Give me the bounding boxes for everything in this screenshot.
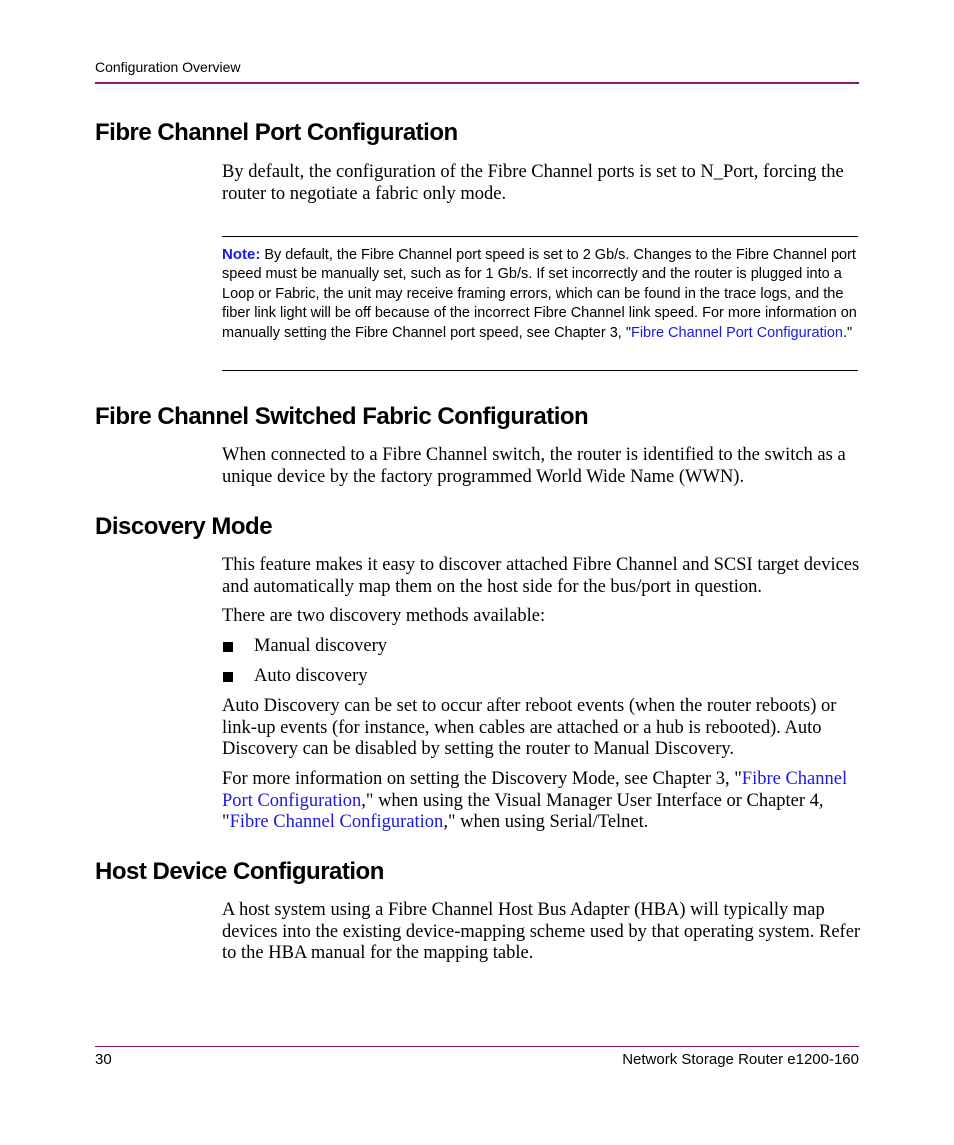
note-body: By default, the Fibre Channel port speed is set to 2 Gb/s. Changes to the Fibre Channel port speed must be manually set, such as for 1 Gb/s. If set incorrectly and the router is plugged into a Loop or Fabric, the unit may receive framing errors, which can be found in the trace logs, and the fiber link light will be off because of the incorrect Fibre Channel link speed. For more information on manually setting the Fibre Channel port speed, see Chapter 3, " <box>222 247 857 341</box>
host-paragraph: A host system using a Fibre Channel Host Bus Adapter (HBA) will typically map devices into the existing device-mapping scheme used by that operating system. Refer to the HBA manual for the mapping table. <box>222 900 861 963</box>
discovery-paragraph-2: There are two discovery methods available: <box>222 606 546 626</box>
footer-rule <box>95 1046 859 1047</box>
heading-host-device: Host Device Configuration <box>95 858 384 885</box>
heading-fc-fabric: Fibre Channel Switched Fabric Configuration <box>95 403 589 430</box>
note-link-fc-port-config[interactable]: Fibre Channel Port Configuration <box>630 324 843 341</box>
note-box <box>222 236 858 371</box>
link-fc-config[interactable]: Fibre Channel Configuration <box>229 812 444 832</box>
heading-discovery: Discovery Mode <box>95 513 273 540</box>
header-rule <box>95 82 859 84</box>
link-fc-port-config[interactable]: Fibre Channel Port Configuration <box>222 769 848 811</box>
note-label: Note: <box>222 246 261 263</box>
note-text <box>222 245 858 343</box>
running-header: Configuration Overview <box>95 59 241 75</box>
note-after: ." <box>842 324 853 341</box>
discovery-paragraph-3: Auto Discovery can be set to occur after reboot events (when the router reboots) or link-up events (for instance, when cables are attached or a hub is rebooted). Auto Discovery can be disabled by setting the router to Manual Discovery. <box>222 696 837 759</box>
page-number: 30 <box>95 1051 112 1068</box>
footer-product: Network Storage Router e1200-160 <box>622 1051 859 1068</box>
heading-fc-port: Fibre Channel Port Configuration <box>95 119 458 146</box>
fc-port-paragraph: By default, the configuration of the Fibre Channel ports is set to N_Port, forcing the router to negotiate a fabric only mode. <box>222 162 844 204</box>
bullet-square-icon <box>223 672 233 682</box>
bullet-square-icon <box>223 642 233 652</box>
discovery-paragraph-1: This feature makes it easy to discover attached Fibre Channel and SCSI target devices and automatically map them on the host side for the bus/port in question. <box>222 555 860 597</box>
discovery-more-info: For more information on setting the Discovery Mode, see Chapter 3, "Fibre Channel Port Configuration," when using the Visual Manager User Interface or Chapter 4, "Fibre Channel Configuration," when using Serial/Telnet. <box>222 769 848 832</box>
fc-fabric-paragraph: When connected to a Fibre Channel switch, the router is identified to the switch as a unique device by the factory programmed World Wide Name (WWN). <box>222 445 846 487</box>
